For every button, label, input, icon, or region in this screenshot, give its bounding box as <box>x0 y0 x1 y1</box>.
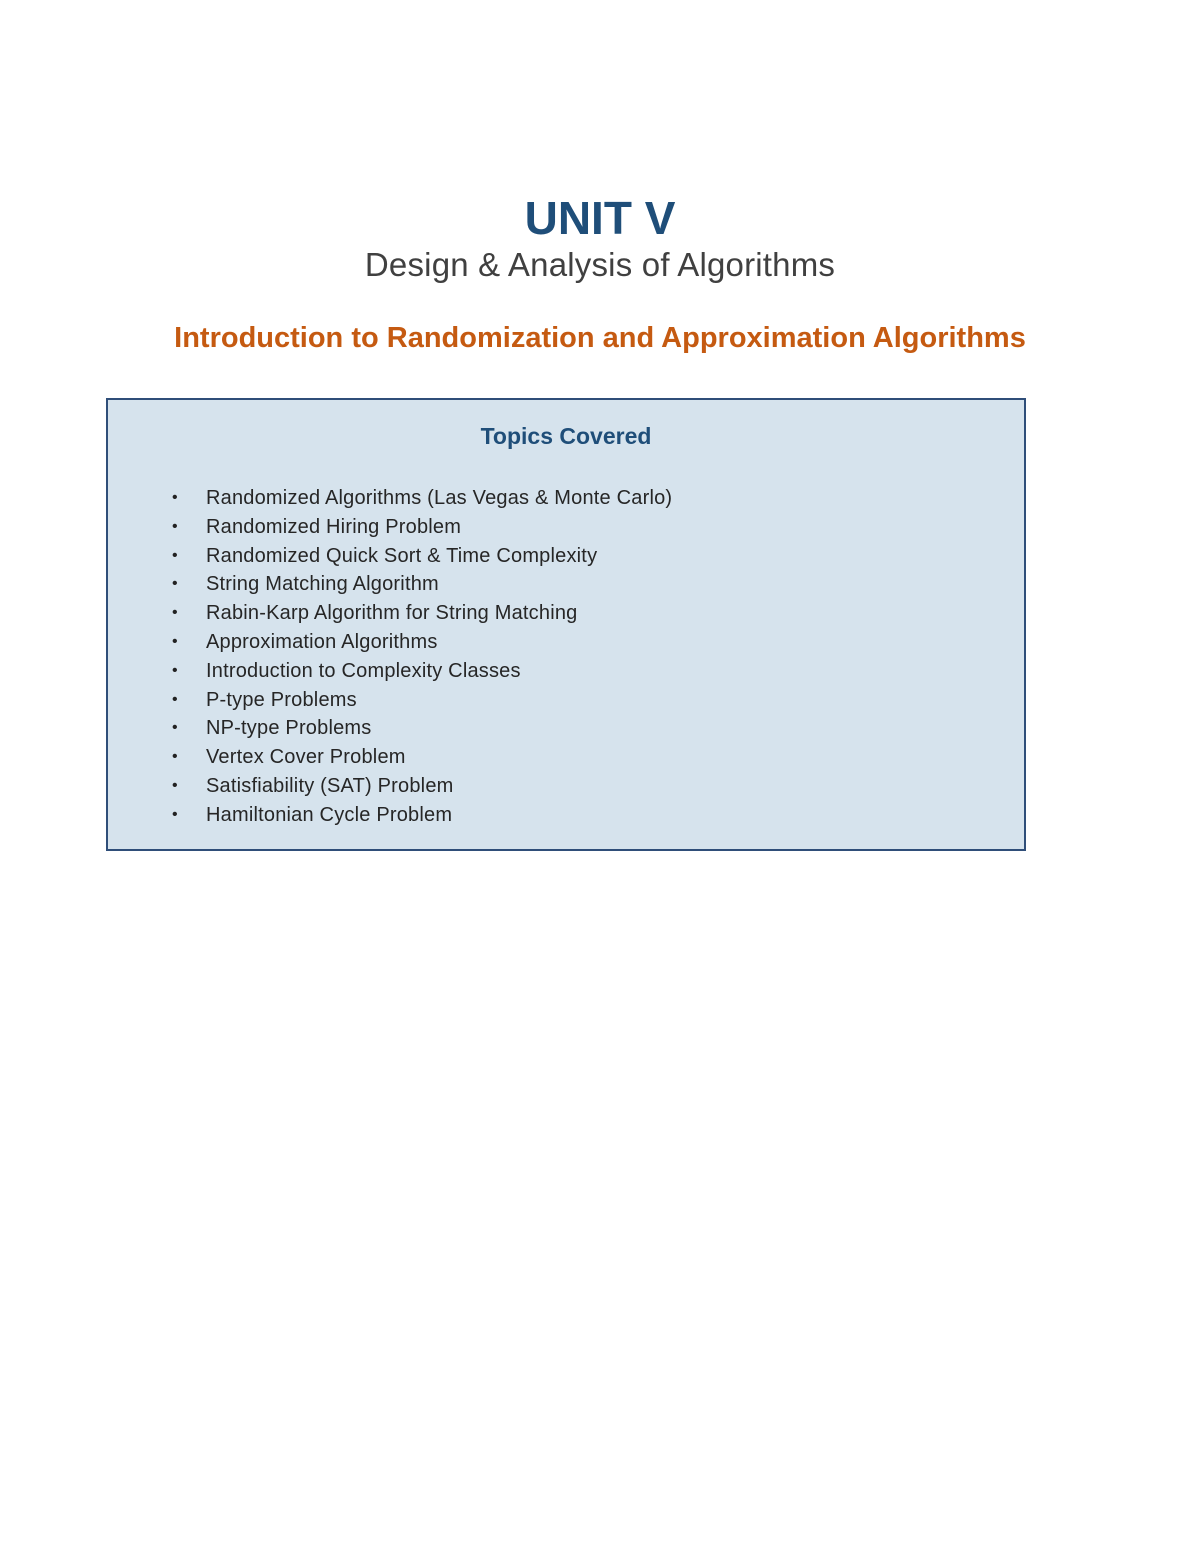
topic-text: Satisfiability (SAT) Problem <box>206 774 454 797</box>
topic-text: String Matching Algorithm <box>206 573 439 596</box>
bullet-icon: • <box>172 489 178 506</box>
bullet-icon: • <box>172 604 178 622</box>
topic-text: Rabin-Karp Algorithm for String Matching <box>206 602 578 625</box>
topic-text: Approximation Algorithms <box>206 630 438 653</box>
bullet-icon: • <box>172 748 178 766</box>
bullet-icon: • <box>172 546 178 564</box>
topic-text: NP-type Problems <box>206 717 372 740</box>
topic-text: Vertex Cover Problem <box>206 746 406 769</box>
bullet-icon: • <box>172 776 178 794</box>
topic-text: Randomized Algorithms (Las Vegas & Monte Carlo) <box>206 487 673 509</box>
bullet-icon: • <box>172 575 178 593</box>
bullet-icon: • <box>172 719 178 737</box>
course-title: Design & Analysis of Algorithms <box>364 246 836 283</box>
bullet-icon: • <box>172 690 178 708</box>
bullet-icon: • <box>172 805 178 823</box>
topic-text: Randomized Hiring Problem <box>206 515 462 538</box>
topic-text: Hamiltonian Cycle Problem <box>206 803 453 826</box>
unit-title: UNIT V <box>524 192 676 244</box>
bullet-icon: • <box>172 632 178 650</box>
topic-text: P-type Problems <box>206 688 357 711</box>
topic-text: Introduction to Complexity Classes <box>206 659 521 682</box>
topics-box <box>106 398 1026 851</box>
topic-text: Randomized Quick Sort & Time Complexity <box>206 544 598 567</box>
topics-heading: Topics Covered <box>480 423 652 449</box>
section-title: Introduction to Randomization and Approximation Algorithms <box>174 322 1026 354</box>
bullet-icon: • <box>172 661 178 679</box>
bullet-icon: • <box>172 517 178 535</box>
